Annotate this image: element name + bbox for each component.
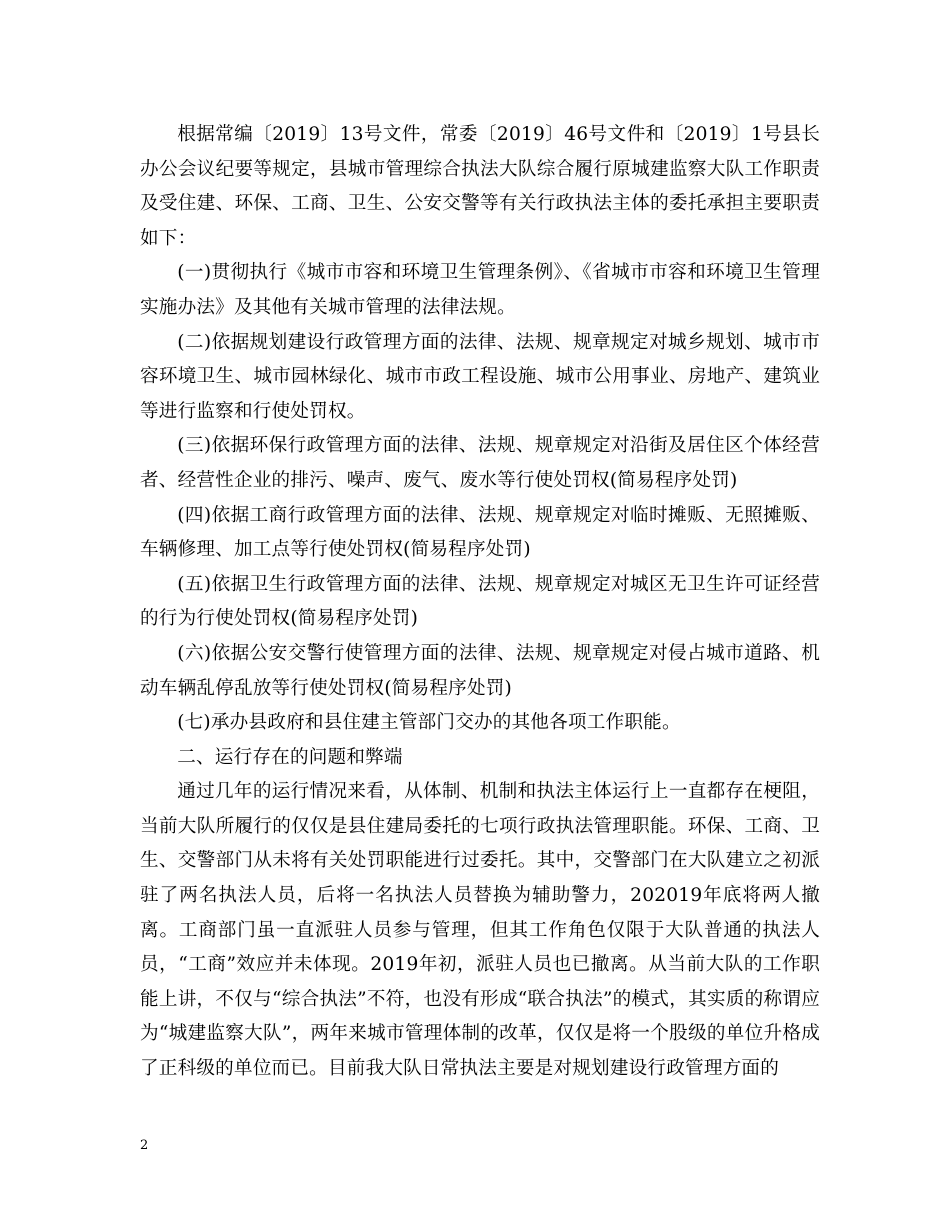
paragraph-item-7: (七)承办县政府和县住建主管部门交办的其他各项工作职能。 bbox=[177, 712, 681, 734]
paragraph-intro: 根据常编〔2019〕13号文件，常委〔2019〕46号文件和〔2019〕1号县长办公会议纪要等规定，县城市管理综合执法大队综合履行原城建监察大队工作职责及受住建、环保、工商、卫生、公安交警等有关行政执法主体的委托承担主要职责如下： bbox=[140, 124, 820, 249]
section-heading: 二、运行存在的问题和弊端 bbox=[177, 746, 403, 768]
paragraph-item-5: (五)依据卫生行政管理方面的法律、法规、规章规定对城区无卫生许可证经营的行为行使处罚权(简易程序处罚) bbox=[140, 573, 820, 630]
paragraph-analysis: 通过几年的运行情况来看，从体制、机制和执法主体运行上一直都存在梗阻，当前大队所履行的仅仅是县住建局委托的七项行政执法管理职能。环保、工商、卫生、交警部门从未将有关处罚职能进行过委托。其中，交警部门在大队建立之初派驻了两名执法人员，后将一名执法人员替换为辅助警力，202019年底将两人撤离。工商部门虽一直派驻人员参与管理，但其工作角色仅限于大队普通的执法人员，“工商”效应并未体现。2019年初，派驻人员也已撤离。从当前大队的工作职能上讲，不仅与“综合执法”不符，也没有形成“联合执法”的模式，其实质的称谓应为“城建监察大队”，两年来城市管理体制的改革，仅仅是将一个股级的单位升格成了正科级的单位而已。目前我大队日常执法主要是对规划建设行政管理方面的 bbox=[140, 781, 820, 1080]
paragraph-item-3: (三)依据环保行政管理方面的法律、法规、规章规定对沿街及居住区个体经营者、经营性企业的排污、噪声、废气、废水等行使处罚权(简易程序处罚) bbox=[140, 435, 820, 491]
paragraph-item-2: (二)依据规划建设行政管理方面的法律、法规、规章规定对城乡规划、城市市容环境卫生、城市园林绿化、城市市政工程设施、城市公用事业、房地产、建筑业等进行监察和行使处罚权。 bbox=[140, 331, 820, 422]
paragraph-item-6: (六)依据公安交警行使管理方面的法律、法规、规章规定对侵占城市道路、机动车辆乱停乱放等行使处罚权(简易程序处罚) bbox=[140, 642, 820, 699]
paragraph-item-1: (一)贯彻执行《城市市容和环境卫生管理条例》、《省城市市容和环境卫生管理实施办法》及其他有关城市管理的法律法规。 bbox=[140, 262, 820, 318]
paragraph-item-4: (四)依据工商行政管理方面的法律、法规、规章规定对临时摊贩、无照摊贩、车辆修理、加工点等行使处罚权(简易程序处罚) bbox=[140, 504, 820, 561]
page-number: 2 bbox=[140, 1138, 149, 1153]
document-body bbox=[140, 118, 820, 1087]
